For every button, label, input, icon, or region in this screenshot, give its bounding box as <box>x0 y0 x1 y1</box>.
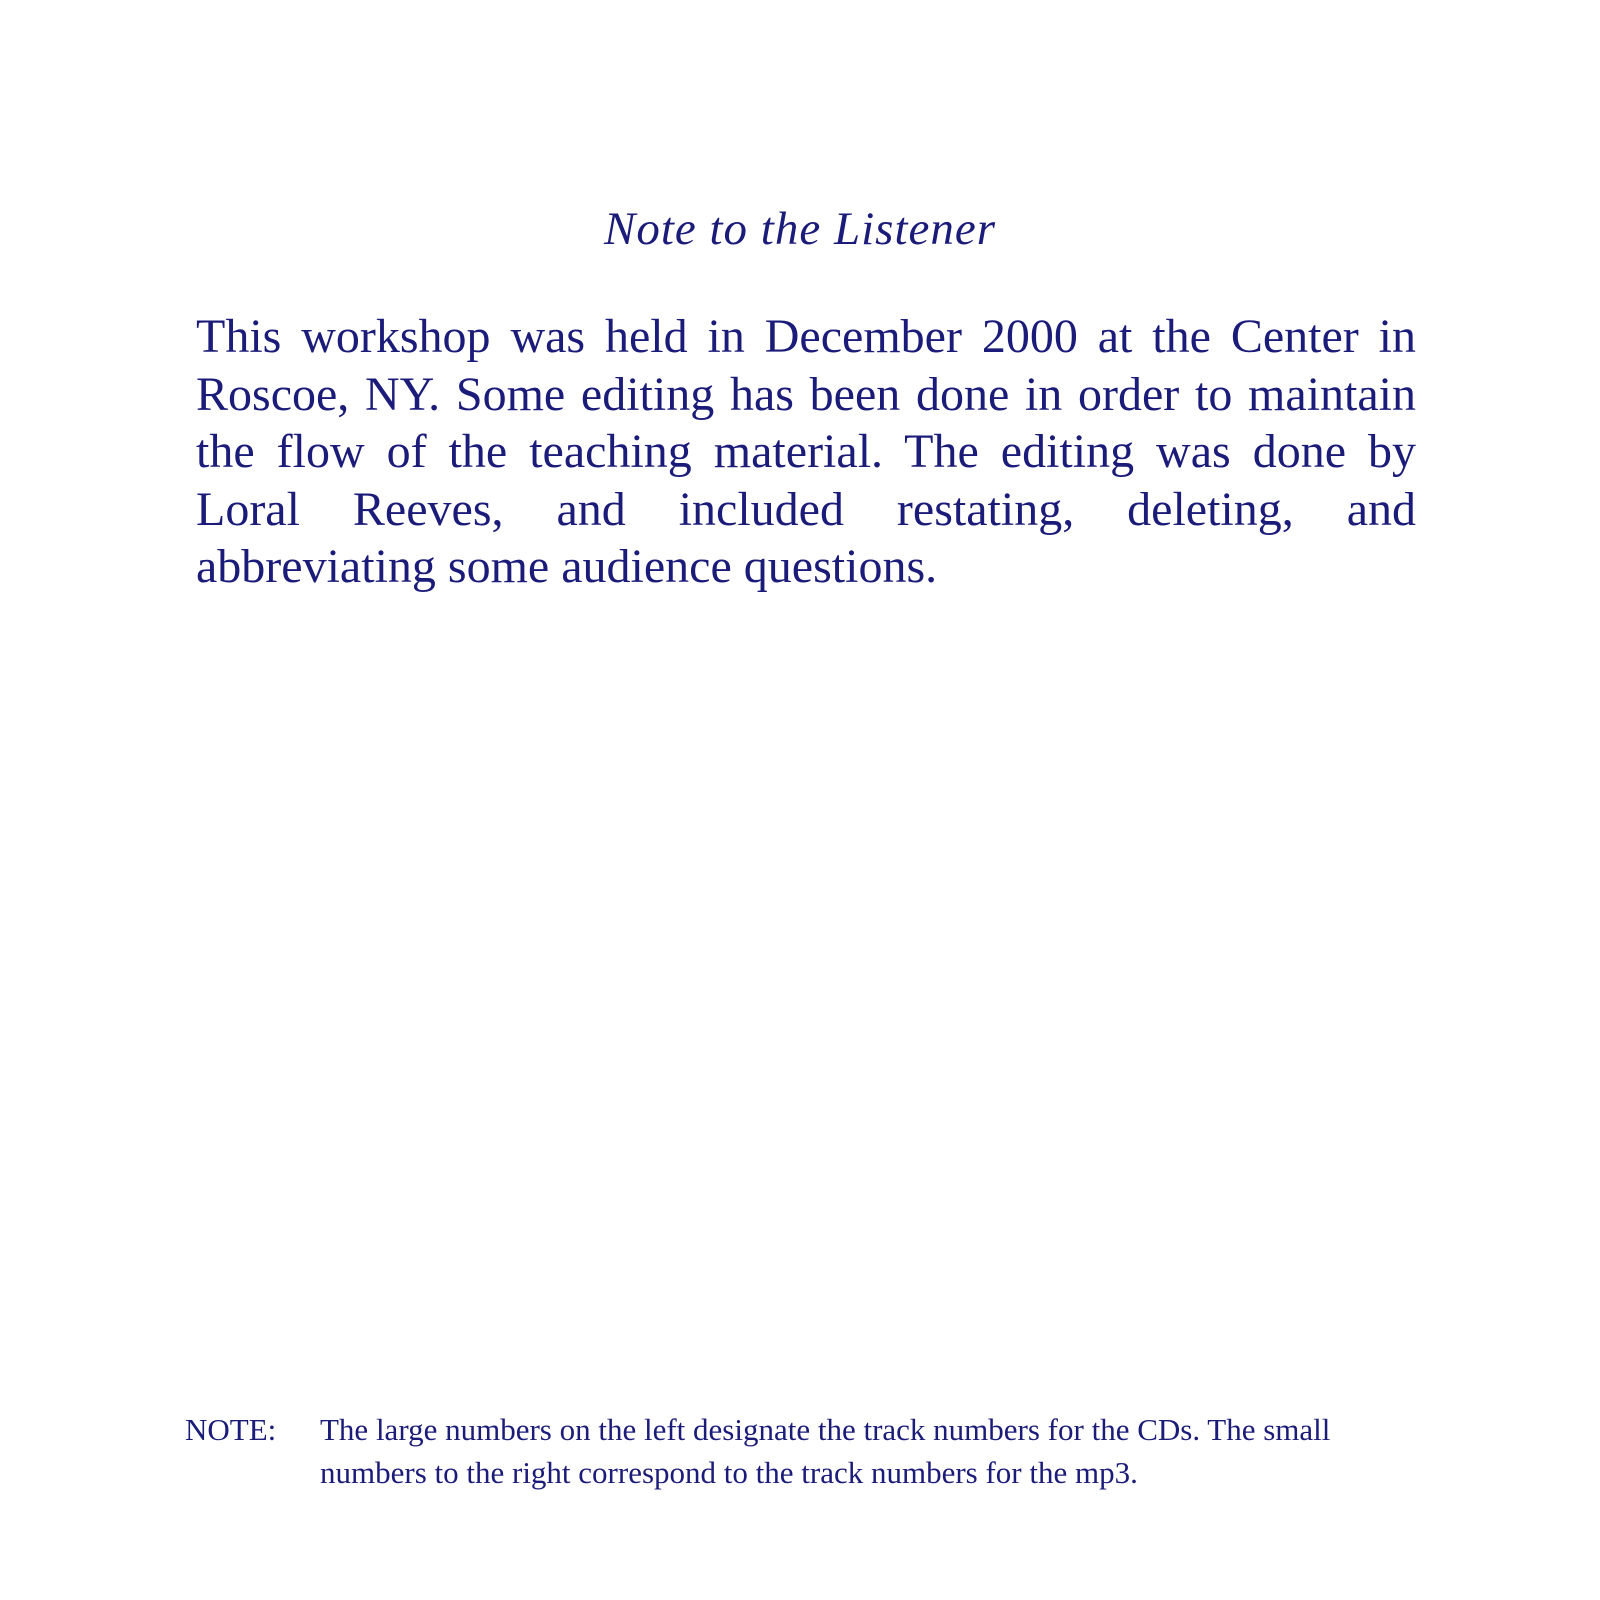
page-title: Note to the Listener <box>603 203 997 255</box>
body-paragraph: This workshop was held in December 2000 at the Center in Roscoe, NY. Some editing has been done in order to maintain the flow of the teaching material. The editing was done by Loral Reeves, and included restating, deleting, and abbreviating some audience questions. <box>196 310 1416 593</box>
footnote <box>185 1408 1425 1494</box>
footnote-text: The large numbers on the left designate the track numbers for the CDs. The small numbers to the right correspond to the track numbers for the mp3. <box>320 1412 1331 1490</box>
footnote-label: NOTE: <box>185 1412 277 1447</box>
